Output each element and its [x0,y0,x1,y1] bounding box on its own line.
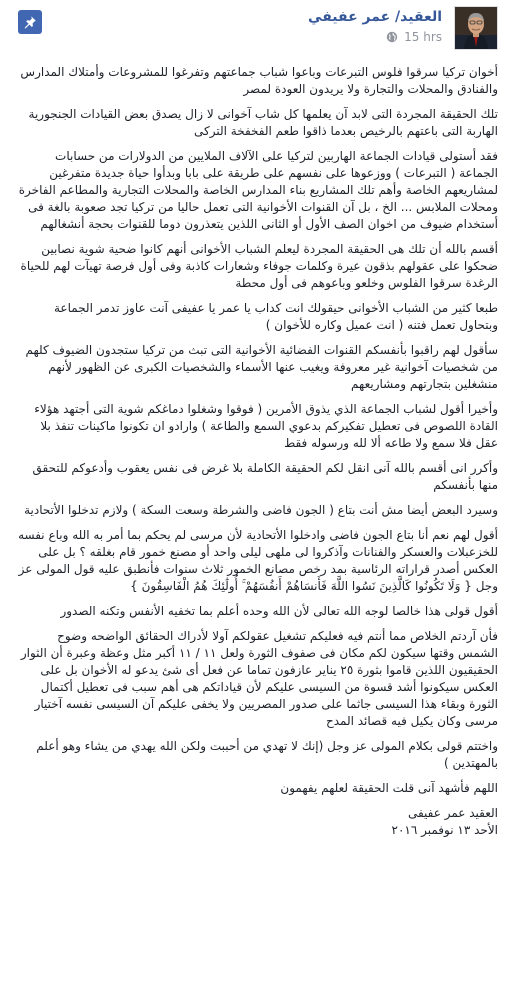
post-body [14,64,498,839]
post-paragraph: تلك الحقيقة المجردة التى لابد آن يعلمها كل شاب آخوانى لا زال يصدق بعض القيادات الجنجورية الهاربة التى باعتهم بالرخيص بعدما ذاقوا طعم الفخفخة التركى [24,107,498,138]
avatar-photo [455,7,497,49]
post-paragraph: فأن آردتم الخلاص مما أنتم فيه فعليكم تشغيل عقولكم آولا لأدراك الحقائق الواضحه وضوح الشمس وقتها سيكون لكم مكان فى صفوف الثورة ولعل ١١ / ١١ أكبر مثل وعظة وعبرة أن الثوار الحقيقيون اللذين قاموا بثورة ٢٥ يناير عازفون تماما عن فعل أى شئ يدعو له الأخوان بل على العكس سيكونوا أشد قسوة من السيسى عليكم لأن قياداتكم هى أهم سبب فى تعطيل أكتمال الثورة وبقاء هذا السيسى جاثما على صدور المصريين ولا يخفى عليكم آن السيسى نفسه آختيار مرسى وكان يكيل فيه قصائد المدح [17,629,498,728]
post-paragraph: واختتم قولى بكلام المولى عز وجل (إنك لا تهدي من أحببت ولكن الله يهدي من يشاء وهو أعلم بالمهتدين ) [32,739,498,770]
post-paragraph: طبعا كثير من الشباب الأخوانى حيقولك انت كداب يا عمر يا عفيفى آنت عاوز تدمر الجماعة وبتحاول تعمل فتنه ( انت عميل وكاره للأخوان ) [50,301,498,332]
post-paragraph: أقول لهم نعم أنا بتاع الجون فاضى وادخلوا الأتحادية لأن مرسى لم يحكم بما أمر به الله وباع نفسه للخزعبلات والعسكر والفنانات وآذكروا لى ملهى ليلى واحد أو مصنع خمور قام بغلقه ؟ بل على العكس أصدر قراراته الرئاسية بمد رخص مصانع الخمور ثلاث سنوات فأنطبق عليه قول المولى عز وجل { وَلَا تَكُونُوا كَالَّذِينَ نَسُوا اللَّهَ فَأَنسَاهُمْ أَنفُسَهُمْ ۚ أُولَٰئِكَ هُمُ الْفَاسِقُونَ } [14,528,498,593]
post-paragraph: أقول قولى هذا خالصا لوجه الله تعالى لأن الله وحده أعلم بما تخفيه الأنفس وتكنه الصدور [60,604,498,618]
post-header [18,6,498,60]
author-name[interactable]: العقيد/ عمر عفيفي [308,9,442,25]
post-paragraph: وأخيرا أقول لشباب الجماعة الذي يذوق الأمرين ( فوقوا وشغلوا دماغكم شوية التى أجتهد هؤلاء القادة اللصوص فى تعطيل تفكيركم بدعوي السمع والطاعة ) وارادو ان تكونوا ماكينات تنفذ بلا عقل فلا سمع ولا طاعه ألا لله ورسوله فقط [30,402,498,450]
pin-button[interactable] [18,10,42,34]
post-meta [308,28,442,46]
post-paragraph: اللهم فأشهد آنى قلت الحقيقة لعلهم يفهمون [280,781,498,795]
post-paragraph: وأكرر انى أقسم بالله آنى انقل لكم الحقيقة الكاملة بلا غرض فى نفس يعقوب وأدعوكم للتحقق منها بأنفسكم [28,461,498,492]
avatar[interactable] [454,6,498,50]
pin-icon [23,15,37,29]
timestamp[interactable]: 15 hrs [404,30,442,44]
post-paragraph: فقد أستولى قيادات الجماعة الهاربين لتركيا على الآلاف الملايين من الدولارات من حسابات الجماعة ( التبرعات ) ووزعوها على نفسهم على طريقة على بابا وبدأوا حياة جديدة متفرغين لمشاريعهم الخاصة وأهم تلك المشاريع بناء المدارس الخاصة والمحلات التجارية والمطاعم الفاخرة ومحلات الملابس ... الخ ، بل آن القنوات الأخوانية التى تعمل حاليا من تركيا تجد صعوبة بالغة فى أستخدام ضيوف من اخوان الصف الأول أو الثانى اللذين يتعذرون دوما للقنوات بحجة أنشغالهم [14,149,498,231]
signature-date: الأحد ١٣ نوفمبر ٢٠١٦ [391,823,498,837]
signature-name: العقيد عمر عفيفى [407,806,498,820]
post-paragraph: وسيرد البعض أيضا مش أنت بتاع ( الجون فاضى والشرطة وسعت السكة ) ولازم تدخلوا الأتحادية [24,503,498,517]
signature [18,805,498,839]
post-paragraph: أقسم بالله أن تلك هى الحقيقة المجردة ليعلم الشباب الأخوانى أنهم كانوا ضحية شوية نصابين ضحكوا على عقولهم بذقون عيرة وكلمات جوفاء وشعارات كاذبة وفى أول فرصة تهيآت لهم للحياة الرغدة سرقوا الفلوس وخلعو وباعوهم فى أول محطة [16,242,498,290]
post-paragraph: أخوان تركيا سرقوا فلوس التبرعات وباعوا شباب جماعتهم وتفرغوا للمشروعات وأمتلاك المدارس والفنادق والمحلات والتجارة ولا يريدون العودة لمصر [16,65,498,96]
globe-icon[interactable] [386,31,398,43]
post-paragraph: سأقول لهم راقبوا بأنفسكم القنوات الفضائية الأخوانية التى تبث من تركيا ستجدون الضيوف كلهم من شخصيات آخوانية غير معروفة ويغيب عنها الأسماء والشخصيات الكبرى عن الظهور لأنهم منشغلين بتجارتهم ومشاريعهم [21,343,498,391]
author-block [308,6,442,46]
